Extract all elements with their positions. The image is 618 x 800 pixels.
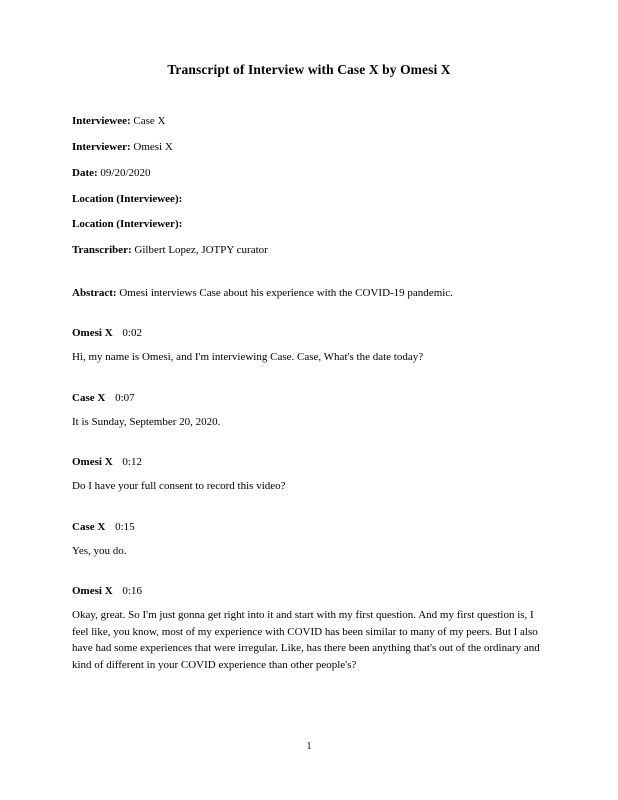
metadata-block <box>72 114 546 258</box>
metadata-row-transcriber <box>72 243 546 258</box>
turn-timestamp: 0:07 <box>115 391 135 404</box>
turn-timestamp: 0:16 <box>122 585 142 598</box>
page-number: 1 <box>306 741 312 752</box>
turn-speaker: Case X <box>72 391 106 404</box>
metadata-label: Date: <box>72 166 98 179</box>
turn-text: Do I have your full consent to record this video? <box>72 480 286 493</box>
abstract-paragraph <box>72 286 546 301</box>
transcript-turn <box>72 392 546 431</box>
metadata-value: Omesi X <box>133 140 173 153</box>
metadata-label: Location (Interviewee): <box>72 192 183 205</box>
metadata-row-interviewee <box>72 114 546 129</box>
turn-speaker: Omesi X <box>72 585 113 598</box>
turn-speaker: Omesi X <box>72 456 113 469</box>
turn-header <box>72 327 546 339</box>
turn-header <box>72 392 546 404</box>
turn-header <box>72 456 546 468</box>
transcript-turn <box>72 585 546 673</box>
transcript-turn <box>72 327 546 366</box>
transcript-turn <box>72 521 546 560</box>
metadata-label: Interviewee: <box>72 115 131 127</box>
turn-timestamp: 0:15 <box>115 520 135 533</box>
metadata-row-location-interviewer <box>72 217 546 232</box>
metadata-row-date <box>72 166 546 181</box>
metadata-label: Interviewer: <box>72 140 131 153</box>
turn-text: Hi, my name is Omesi, and I'm interviewing Case. Case, What's the date today? <box>72 351 424 364</box>
turn-text: It is Sunday, September 20, 2020. <box>72 415 221 428</box>
metadata-value: Case X <box>133 115 166 127</box>
metadata-row-interviewer <box>72 140 546 155</box>
metadata-row-location-interviewee <box>72 192 546 207</box>
abstract-label: Abstract: <box>72 287 117 300</box>
turn-header <box>72 521 546 533</box>
page-title: Transcript of Interview with Case X by Omesi X <box>167 62 451 77</box>
metadata-value: 09/20/2020 <box>100 166 151 179</box>
turn-text: Okay, great. So I'm just gonna get right into it and start with my first question. And my first question is, I feel like, you know, most of my experience with COVID has been similar to many of my peers. But I also have had some experiences that were irregular. Like, has there been anything that's out of the ordinary and kind of different in your COVID experience than other people's? <box>72 609 540 671</box>
turn-timestamp: 0:02 <box>122 327 142 340</box>
abstract-text: Omesi interviews Case about his experience with the COVID-19 pandemic. <box>119 287 453 300</box>
metadata-label: Location (Interviewer): <box>72 218 183 231</box>
turn-timestamp: 0:12 <box>122 456 142 469</box>
turn-speaker: Case X <box>72 520 106 533</box>
metadata-label: Transcriber: <box>72 244 132 257</box>
metadata-value: Gilbert Lopez, JOTPY curator <box>134 244 268 257</box>
turn-text: Yes, you do. <box>72 544 127 557</box>
turn-speaker: Omesi X <box>72 327 113 340</box>
turn-header <box>72 585 546 597</box>
transcript-turn <box>72 456 546 495</box>
